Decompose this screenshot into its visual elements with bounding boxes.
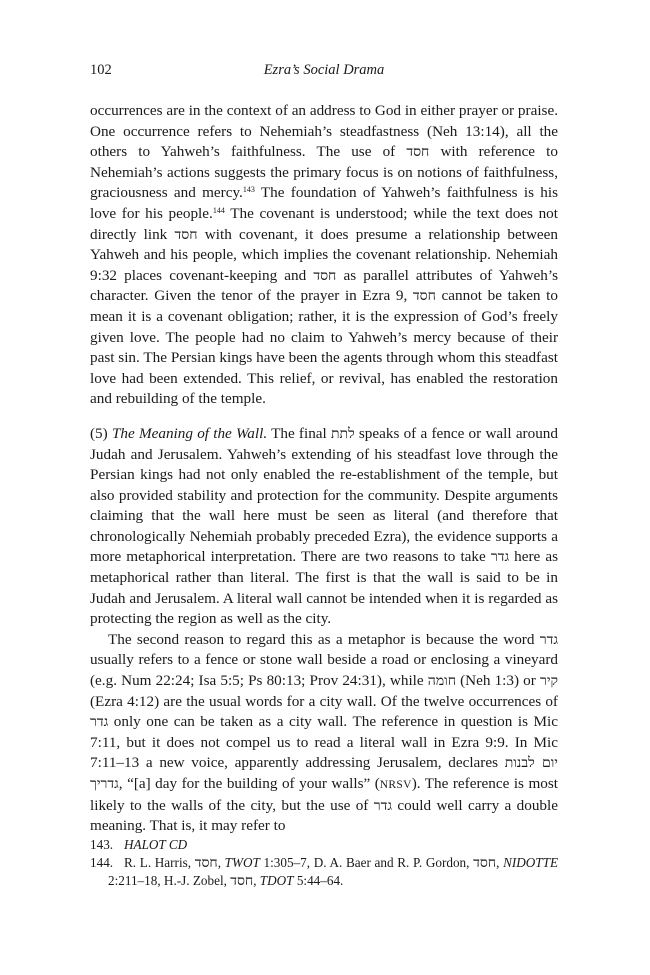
- hebrew-word: גדר: [490, 549, 510, 566]
- footnote-143: [90, 836, 558, 854]
- footnotes: [90, 836, 558, 891]
- citation-tdot: TDOT: [259, 873, 294, 888]
- page-number: 102: [90, 62, 112, 78]
- hebrew-word: חסד: [313, 267, 337, 284]
- page-header: [90, 62, 558, 82]
- footnote-text: HALOT CD: [124, 837, 188, 852]
- section-title: The Meaning of the Wall.: [111, 424, 268, 442]
- hebrew-word: גדר: [90, 714, 109, 731]
- paragraph-2: (5) The Meaning of the Wall. The final לתת speaks of a fence or wall around Judah and Jerusalem. Yahweh’s extending of his steadfast love through the Persian kings had not only enabled the re-establishment of the temple, but also provided stability and protection for the community. Despite arguments claiming that the wall here must be seen as literal (and therefore that chronologically Nehemiah probably preceded Ezra), the evidence supports a more metaphorical interpretation. There are two reasons to take גדר here as metaphorical rather than literal. The first is that the wall is said to be in Judah and Jerusalem. A literal wall cannot be intended when it is regarded as protecting the region as well as the city.: [90, 424, 558, 628]
- citation-twot: TWOT: [224, 854, 260, 870]
- hebrew-word: גדר: [539, 631, 558, 648]
- hebrew-phrase: יום לבנות גדריך: [90, 755, 558, 792]
- hebrew-word: קיר: [539, 673, 558, 690]
- footnote-number: 143.: [90, 837, 114, 852]
- footnote-ref-144[interactable]: 144: [212, 205, 225, 215]
- abbreviation-nrsv: NRSV: [379, 779, 412, 791]
- running-title: Ezra’s Social Drama: [263, 62, 385, 78]
- hebrew-word: גדר: [373, 797, 392, 814]
- footnote-144: 144. R. L. Harris, חסד, TWOT 1:305–7, D. A. Baer and R. P. Gordon, חסד, NIDOTTE 2:211–18, H.-J. Zobel, חסד, TDOT 5:44–64.: [90, 854, 559, 889]
- hebrew-word: חסד: [230, 873, 254, 889]
- hebrew-word: חומה: [427, 673, 456, 690]
- citation-nidotte: NIDOTTE: [503, 854, 559, 870]
- footnote-ref-143[interactable]: 143: [242, 185, 255, 195]
- hebrew-word: חסד: [412, 288, 436, 305]
- hebrew-word: חסד: [194, 854, 218, 871]
- paragraph-3: The second reason to regard this as a metaphor is because the word גדר usually refers to a fence or stone wall beside a road or enclosing a vineyard (e.g. Num 22:24; Isa 5:5; Ps 80:13; Prov 24:31), while חומה (Neh 1:3) or קיר (Ezra 4:12) are the usual words for a city wall. Of the twelve occurrences of גדר only one can be taken as a city wall. The reference in question is Mic 7:11, but it does not compel us to read a literal wall in Ezra 9:9. In Mic 7:11–13 a new voice, apparently addressing Jerusalem, declares יום לבנות גדריך, “[a] day for the building of your walls” (NRSV). The reference is most likely to the walls of the city, but the use of גדר could well carry a double meaning. That is, it may refer to: [90, 630, 558, 835]
- hebrew-word: חסד: [174, 226, 198, 243]
- footnote-number: 144.: [90, 854, 114, 870]
- body-text: [90, 101, 558, 837]
- hebrew-word: לתת: [331, 425, 355, 442]
- paragraph-1: occurrences are in the context of an address to God in either prayer or praise. One occurrence refers to Nehemiah’s steadfastness (Neh 13:14), all the others to Yahweh’s faithfulness. The use of חסד with reference to Nehemiah’s actions suggests the primary focus is on notions of faithfulness, graciousness and mercy.$^{143}$ The foundation of Yahweh’s faithfulness is his love for his people.$^{144}$ The covenant is understood; while the text does not directly link חסד with covenant, it does presume a relationship between Yahweh and his people, which implies the covenant relationship. Nehemiah 9:32 places covenant-keeping and חסד as parallel attributes of Yahweh’s character. Given the tenor of the prayer in Ezra 9, חסד cannot be taken to mean it is a covenant obligation; rather, it is the expression of God’s freely given love. The people had no claim to Yahweh’s mercy because of their past sin. The Persian kings have been the agents through whom this steadfast love had been extended. This relief, or revival, has enabled the restoration and rebuilding of the temple.: [90, 102, 559, 408]
- hebrew-word: חסד: [473, 854, 497, 871]
- hebrew-word: חסד: [406, 144, 430, 161]
